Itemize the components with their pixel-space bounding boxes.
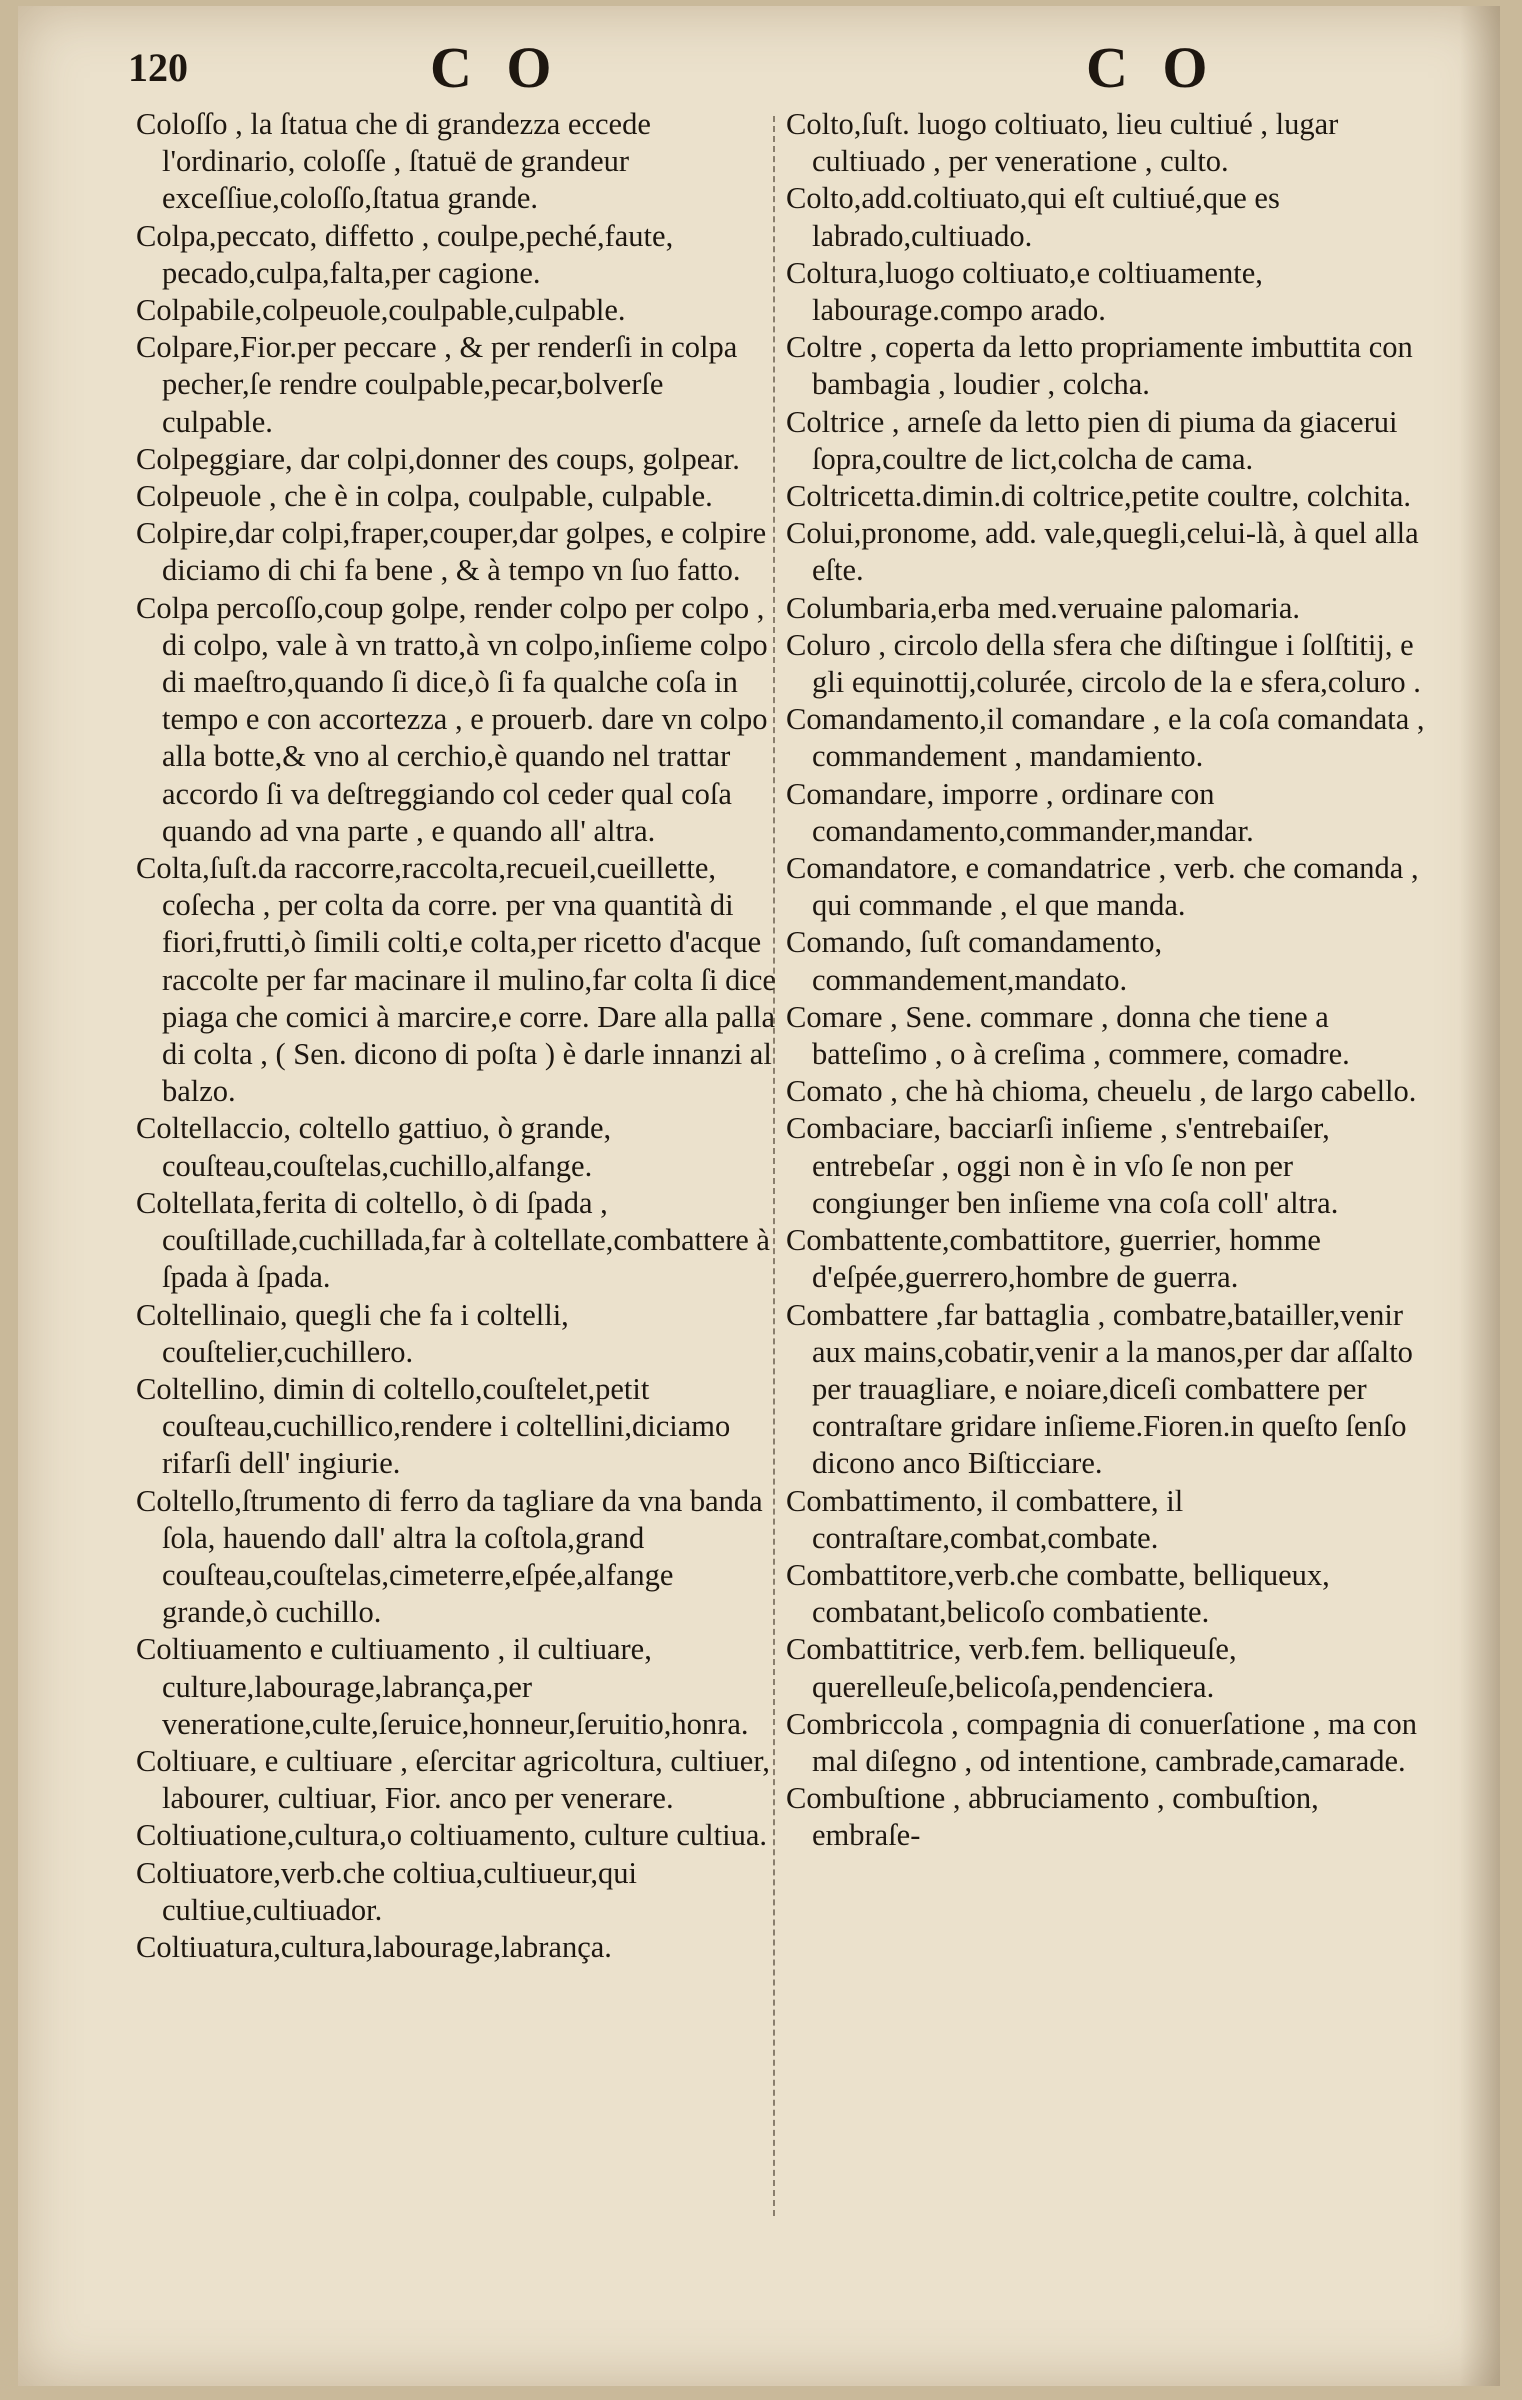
dictionary-entry: Colpa,peccato, diffetto , coulpe,peché,faute, pecado,culpa,falta,per cagione. (136, 218, 674, 290)
dictionary-entry: Colpeggiare, dar colpi,donner des coups, golpear. (136, 441, 740, 476)
dictionary-entry: Coloſſo , la ſtatua che di grandezza eccede l'ordinario, coloſſe , ſtatuë de grandeur exceſſiue,coloſſo,ſtatua grande. (136, 107, 651, 216)
dictionary-entry: Colta,ſuſt.da raccorre,raccolta,recueil,cueillette, coſecha , per colta da corre. per vna quantità di fiori,frutti,ò ſimili colti,e colta,per ricetto d'acque raccolte per far macinare il mulino,far colta ſi dice piaga che comici à marcire,e corre. Dare alla palla di colta , ( Sen. dicono di poſta ) è darle innanzi al balzo. (136, 851, 776, 1109)
dictionary-entry: Combattente,combattitore, guerrier, homme d'eſpée,guerrero,hombre de guerra. (786, 1223, 1321, 1295)
dictionary-entry: Coltellinaio, quegli che fa i coltelli, couſtelier,cuchillero. (136, 1297, 569, 1369)
page-number: 120 (128, 45, 188, 90)
dictionary-entry: Colto,add.coltiuato,qui eſt cultiué,que es labrado,cultiuado. (786, 181, 1280, 253)
right-column-header: C O (1086, 35, 1218, 100)
dictionary-entry: Colpabile,colpeuole,coulpable,culpable. (136, 293, 626, 328)
dictionary-entry: Comando, ſuſt comandamento, commandement,mandato. (786, 925, 1163, 997)
dictionary-entry: Comandamento,il comandare , e la coſa comandata , commandement , mandamiento. (786, 702, 1425, 774)
dictionary-entry: Colpire,dar colpi,fraper,couper,dar golpes, e colpire diciamo di chi fa bene , & à tempo vn ſuo fatto. (136, 516, 767, 588)
left-column-header: C O (430, 35, 562, 100)
dictionary-entry: Comandatore, e comandatrice , verb. che comanda , qui commande , el que manda. (786, 851, 1419, 923)
dictionary-entry: Coluro , circolo della sfera che diſtingue i ſolſtitij, e gli equinottij,colurée, circolo de la e sfera,coluro . (786, 627, 1421, 700)
dictionary-entry: Combattere ,far battaglia , combatre,batailler,venir aux mains,cobatir,venir a la manos,per dar aſſalto per trauagliare, e noiare,diceſi combattere per contraſtare gridare inſieme.Fioren.in queſto ſenſo dicono anco Biſticciare. (786, 1297, 1413, 1481)
dictionary-entry: Colpa percoſſo,coup golpe, render colpo per colpo , di colpo, vale à vn tratto,à vn colpo,inſieme colpo di maeſtro,quando ſi dice,ò ſi fa qualche coſa in tempo e con accortezza , e prouerb. dare vn colpo alla botte,& vno al cerchio,è quando nel trattar accordo ſi va deſtreggiando col ceder qual coſa quando ad vna parte , e quando all' altra. (136, 590, 768, 848)
dictionary-entry: Coltura,luogo coltiuato,e coltiuamente, labourage.compo arado. (786, 255, 1263, 328)
dictionary-entry: Combattitrice, verb.fem. belliqueuſe, querelleuſe,belicoſa,pendenciera. (786, 1632, 1237, 1704)
dictionary-entry: Coltrice , arneſe da letto pien di piuma da giacerui ſopra,coultre de lict,colcha de cama. (786, 404, 1398, 476)
book-page (18, 6, 1500, 2386)
dictionary-entry: Columbaria,erba med.veruaine palomaria. (786, 590, 1301, 625)
right-column (786, 106, 1426, 1855)
dictionary-entry: Coltello,ſtrumento di ferro da tagliare da vna banda ſola, hauendo dall' altra la coſtola,grand couſteau,couſtelas,cimeterre,eſpée,alfange grande,ò cuchillo. (136, 1483, 763, 1630)
dictionary-entry: Coltiuatura,cultura,labourage,labrança. (136, 1929, 612, 1964)
dictionary-entry: Coltricetta.dimin.di coltrice,petite coultre, colchita. (786, 479, 1412, 514)
dictionary-entry: Colto,ſuſt. luogo coltiuato, lieu cultiué , lugar cultiuado , per veneratione , culto. (786, 107, 1339, 179)
dictionary-entry: Combaciare, bacciarſi inſieme , s'entrebaiſer, entrebeſar , oggi non è in vſo ſe non per congiunger ben inſieme vna coſa coll' altra. (786, 1111, 1339, 1220)
dictionary-entry: Coltiuamento e cultiuamento , il cultiuare, culture,labourage,labrança,per veneratione,culte,ſeruice,honneur,ſeruitio,honra. (136, 1632, 749, 1741)
dictionary-entry: Coltellino, dimin di coltello,couſtelet,petit couſteau,cuchillico,rendere i coltellini,diciamo rifarſi dell' ingiurie. (136, 1371, 731, 1481)
left-column (136, 106, 776, 1966)
dictionary-entry: Combriccola , compagnia di conuerſatione , ma con mal diſegno , od intentione, cambrade,camarade. (786, 1706, 1417, 1778)
dictionary-entry: Coltiuare, e cultiuare , eſercitar agricoltura, cultiuer, labourer, cultiuar, Fior. anco per venerare. (136, 1743, 770, 1816)
dictionary-entry: Comandare, imporre , ordinare con comandamento,commander,mandar. (786, 776, 1254, 848)
dictionary-entry: Coltellata,ferita di coltello, ò di ſpada , couſtillade,cuchillada,far à coltellate,combattere à ſpada à ſpada. (136, 1185, 770, 1295)
dictionary-entry: Combuſtione , abbruciamento , combuſtion, embraſe- (786, 1781, 1319, 1853)
dictionary-entry: Comato , che hà chioma, cheuelu , de largo cabello. (786, 1074, 1417, 1109)
page-header (18, 34, 1500, 104)
dictionary-entry: Coltiuatione,cultura,o coltiuamento, culture cultiua. (136, 1818, 767, 1853)
dictionary-entry: Combattitore,verb.che combatte, belliqueux, combatant,belicoſo combatiente. (786, 1557, 1330, 1630)
dictionary-entry: Combattimento, il combattere, il contraſtare,combat,combate. (786, 1483, 1184, 1555)
dictionary-entry: Coltellaccio, coltello gattiuo, ò grande, couſteau,couſtelas,cuchillo,alfange. (136, 1111, 612, 1183)
dictionary-entry: Colui,pronome, add. vale,quegli,celui-là, à quel alla eſte. (786, 516, 1419, 588)
dictionary-entry: Comare , Sene. commare , donna che tiene a batteſimo , o à creſima , commere, comadre. (786, 999, 1350, 1072)
dictionary-entry: Colpare,Fior.per peccare , & per renderſi in colpa pecher,ſe rendre coulpable,pecar,bolverſe culpable. (136, 330, 738, 439)
dictionary-entry: Coltiuatore,verb.che coltiua,cultiueur,qui cultiue,cultiuador. (136, 1855, 638, 1927)
column-divider (773, 116, 775, 2216)
dictionary-entry: Colpeuole , che è in colpa, coulpable, culpable. (136, 479, 713, 514)
dictionary-entry: Coltre , coperta da letto propriamente imbuttita con bambagia , loudier , colcha. (786, 330, 1413, 402)
